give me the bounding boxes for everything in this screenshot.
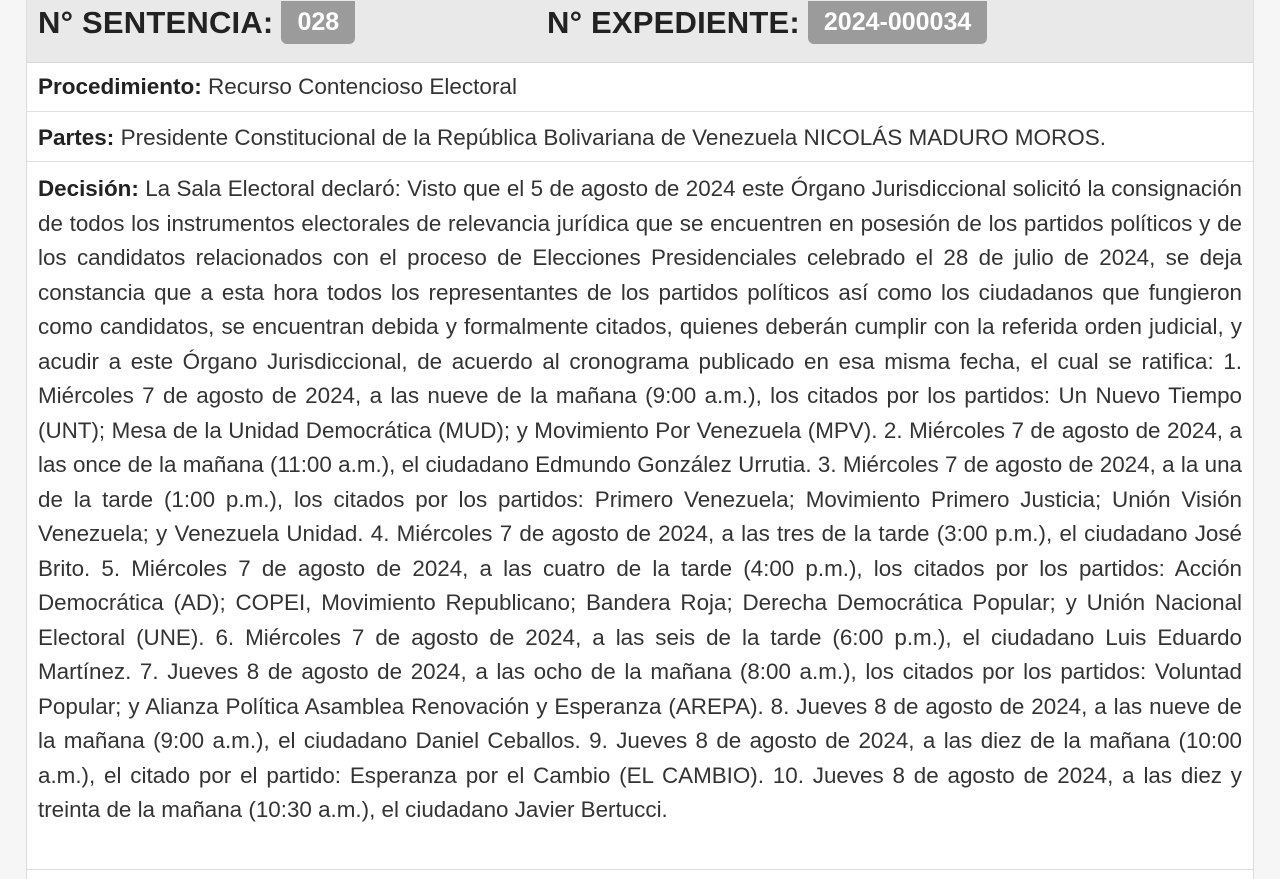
sentence-record <box>26 0 1254 879</box>
expediente-field <box>547 0 987 46</box>
sentencia-field <box>38 0 355 46</box>
partes-value: Presidente Constitucional de la República Bolivariana de Venezuela NICOLÁS MADURO MOROS. <box>120 125 1107 150</box>
partes-label: Partes: <box>38 125 115 150</box>
expediente-number-badge: 2024-000034 <box>808 1 987 44</box>
expediente-label: N° EXPEDIENTE: <box>547 5 800 40</box>
record-header <box>27 0 1253 63</box>
procedimiento-row <box>27 62 1253 112</box>
decision-row <box>27 163 1253 870</box>
procedimiento-value: Recurso Contencioso Electoral <box>208 74 517 99</box>
decision-text: La Sala Electoral declaró: Visto que el 5 de agosto de 2024 este Órgano Jurisdiccional solicitó la consignación de todos los instrumentos electorales de relevancia jurídica que se encuentren en posesión de los partidos políticos y de los candidatos relacionados con el proceso de Elecciones Presidenciales celebrado el 28 de julio de 2024, se deja constancia que a esta hora todos los representantes de los partidos políticos así como los ciudadanos que fungieron como candidatos, se encuentran debida y formalmente citados, quienes deberán cumplir con la referida orden judicial, y acudir a este Órgano Jurisdiccional, de acuerdo al cronograma publicado en esa misma fecha, el cual se ratifica: 1. Miércoles 7 de agosto de 2024, a las nueve de la mañana (9:00 a.m.), los citados por los partidos: Un Nuevo Tiempo (UNT); Mesa de la Unidad Democrática (MUD); y Movimiento Por Venezuela (MPV). 2. Miércoles 7 de agosto de 2024, a las once de la mañana (11:00 a.m.), el ciudadano Edmundo González Urrutia. 3. Miércoles 7 de agosto de 2024, a la una de la tarde (1:00 p.m.), los citados por los partidos: Primero Venezuela; Movimiento Primero Justicia; Unión Visión Venezuela; y Venezuela Unidad. 4. Miércoles 7 de agosto de 2024, a las tres de la tarde (3:00 p.m.), el ciudadano José Brito. 5. Miércoles 7 de agosto de 2024, a las cuatro de la tarde (4:00 p.m.), los citados por los partidos: Acción Democrática (AD); COPEI, Movimiento Republicano; Bandera Roja; Derecha Democrática Popular; y Unión Nacional Electoral (UNE). 6. Miércoles 7 de agosto de 2024, a las seis de la tarde (6:00 p.m.), el ciudadano Luis Eduardo Martínez. 7. Jueves 8 de agosto de 2024, a las ocho de la mañana (8:00 a.m.), los citados por los partidos: Voluntad Popular; y Alianza Política Asamblea Renovación y Esperanza (AREPA). 8. Jueves 8 de agosto de 2024, a las nueve de la mañana (9:00 a.m.), el ciudadano Daniel Ceballos. 9. Jueves 8 de agosto de 2024, a las diez de la mañana (10:00 a.m.), el citado por el partido: Esperanza por el Cambio (EL CAMBIO). 10. Jueves 8 de agosto de 2024, a las diez y treinta de la mañana (10:30 a.m.), el ciudadano Javier Bertucci. <box>38 176 1242 822</box>
sentencia-number-badge: 028 <box>281 1 355 44</box>
sentencia-label: N° SENTENCIA: <box>38 5 274 40</box>
decision-label: Decisión: <box>38 176 139 201</box>
divider <box>27 869 1253 870</box>
partes-row <box>27 113 1253 162</box>
procedimiento-label: Procedimiento: <box>38 74 202 99</box>
